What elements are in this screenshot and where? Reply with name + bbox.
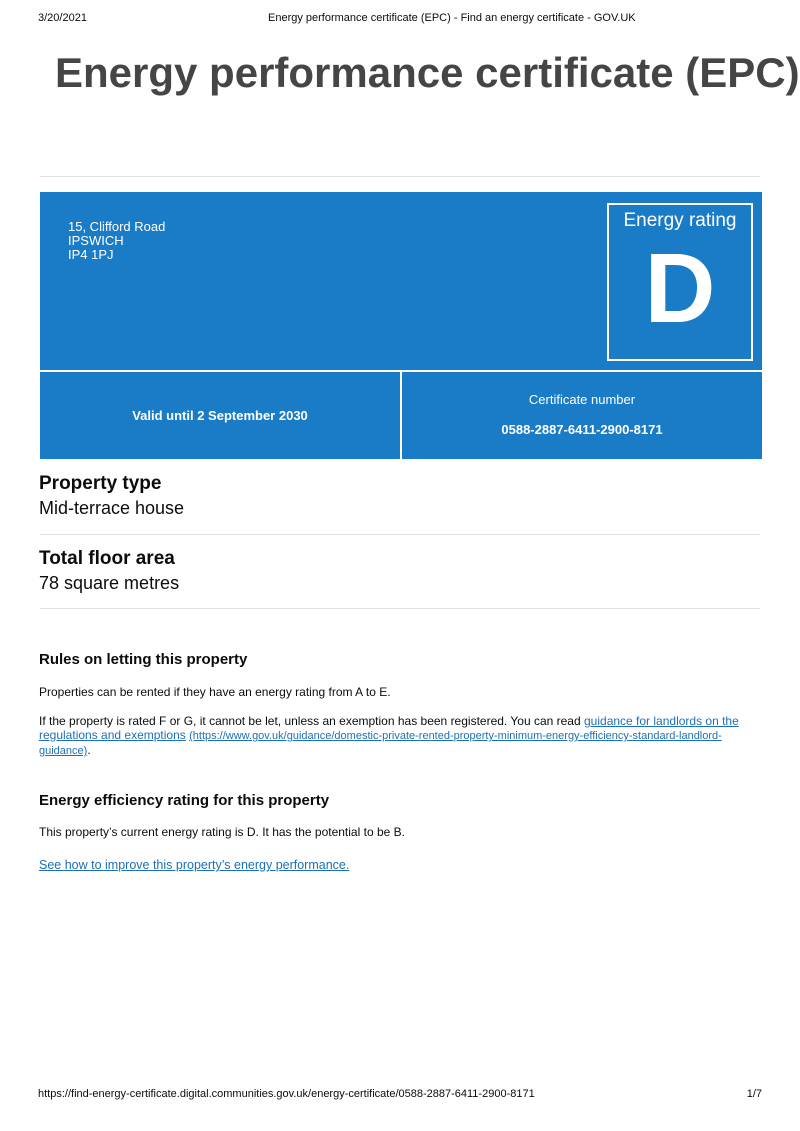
address-line-3: IP4 1PJ bbox=[68, 247, 114, 262]
print-footer bbox=[38, 1088, 762, 1104]
divider bbox=[40, 608, 760, 609]
energy-rating-box bbox=[607, 203, 753, 361]
certificate-number: 0588-2887-6411-2900-8171 bbox=[501, 422, 663, 437]
improve-paragraph bbox=[39, 858, 756, 872]
certificate-number-label: Certificate number bbox=[528, 392, 636, 407]
floor-area-heading: Total floor area bbox=[39, 548, 175, 569]
improve-energy-link[interactable]: See how to improve this property’s energy performance. bbox=[39, 858, 350, 872]
landlord-guidance-url[interactable]: (https://www.gov.uk/guidance/domestic-private-rented-property-minimum-energy-efficiency-standard-landlord-guidance) bbox=[39, 730, 722, 757]
letting-rules-text: Properties can be rented if they have an energy rating from A to E. bbox=[39, 685, 391, 699]
address-line-1: 15, Clifford Road bbox=[68, 219, 166, 234]
efficiency-heading: Energy efficiency rating for this property bbox=[39, 792, 330, 809]
divider bbox=[40, 534, 760, 535]
print-date: 3/20/2021 bbox=[38, 12, 87, 24]
address-line-2: IPSWICH bbox=[68, 233, 124, 248]
print-page-title: Energy performance certificate (EPC) - Find an energy certificate - GOV.UK bbox=[268, 12, 636, 24]
property-type-value: Mid-terrace house bbox=[39, 498, 185, 518]
efficiency-text: This property’s current energy rating is D. It has the potential to be B. bbox=[39, 825, 405, 839]
valid-until: Valid until 2 September 2030 bbox=[132, 408, 308, 423]
divider bbox=[40, 176, 760, 177]
property-type-heading: Property type bbox=[39, 473, 162, 494]
epc-summary-box bbox=[40, 192, 762, 459]
exemptions-end: . bbox=[87, 743, 91, 757]
energy-rating-letter: D bbox=[644, 233, 716, 343]
certificate-number-cell bbox=[402, 372, 762, 459]
exemptions-paragraph bbox=[39, 714, 756, 758]
exemptions-text: If the property is rated F or G, it cannot be let, unless an exemption has been registered. You can read bbox=[39, 714, 584, 728]
energy-rating-label: Energy rating bbox=[623, 210, 737, 231]
floor-area-section bbox=[39, 548, 179, 593]
page-title: Energy performance certificate (EPC) bbox=[55, 49, 800, 96]
print-url: https://find-energy-certificate.digital.communities.gov.uk/energy-certificate/0588-2887-6411-2900-8171 bbox=[38, 1088, 535, 1100]
property-address bbox=[68, 220, 165, 262]
floor-area-value: 78 square metres bbox=[39, 573, 180, 593]
page-number: 1/7 bbox=[746, 1088, 762, 1100]
landlord-guidance-link[interactable]: guidance for landlords on the regulations and exemptions bbox=[39, 714, 739, 742]
print-header bbox=[38, 12, 762, 28]
letting-rules-heading: Rules on letting this property bbox=[39, 651, 248, 668]
property-type-section bbox=[39, 473, 184, 518]
